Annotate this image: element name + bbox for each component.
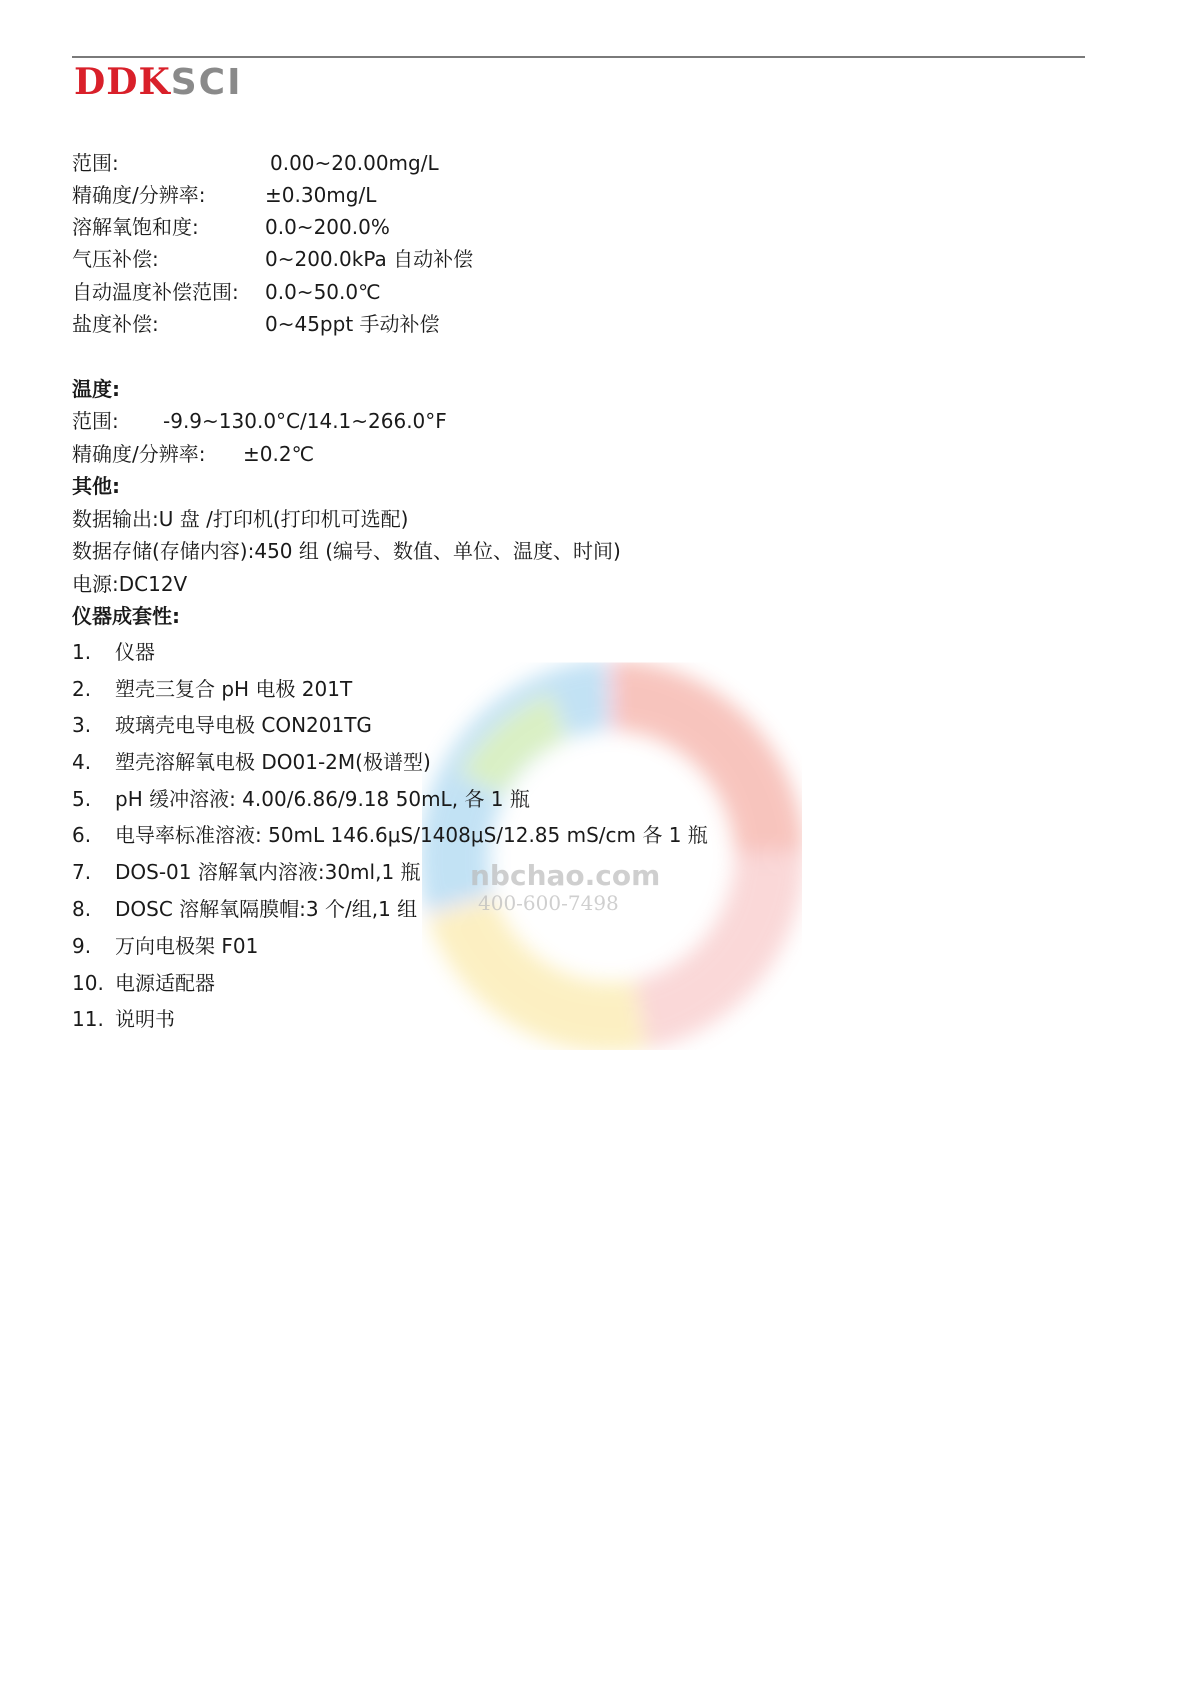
kit-item-text: 电导率标准溶液: 50mL 146.6μS/1408μS/12.85 mS/cm 各 1 瓶 [115,823,708,847]
other-heading: 其他: [72,474,120,498]
kit-item-text: DOS-01 溶解氧内溶液:30ml,1 瓶 [115,860,421,884]
do-accuracy-row [72,181,377,209]
do-pressure-label: 气压补偿: [72,247,159,271]
kit-item-text: DOSC 溶解氧隔膜帽:3 个/组,1 组 [115,897,418,921]
kit-item-number: 3. [72,713,92,737]
temp-range-row [72,407,447,435]
kit-item-number: 5. [72,787,92,811]
do-range-row [72,149,439,177]
kit-item-number: 1. [72,640,92,664]
do-accuracy-label: 精确度/分辨率: [72,183,206,207]
do-pressure-value: 0~200.0kPa 自动补偿 [265,247,474,271]
do-temp-comp-label: 自动温度补偿范围: [72,280,239,304]
kit-item-text: 玻璃壳电导电极 CON201TG [115,713,372,737]
kit-item-text: 塑壳三复合 pH 电极 201T [115,677,353,701]
do-salinity-label: 盐度补偿: [72,312,159,336]
temp-accuracy-row [72,440,315,468]
kit-item-number: 8. [72,897,92,921]
do-pressure-row [72,245,474,273]
kit-item-number: 10. [72,971,104,995]
kit-item-text: pH 缓冲溶液: 4.00/6.86/9.18 50mL, 各 1 瓶 [115,787,530,811]
kit-item-text: 仪器 [115,640,155,664]
header-rule [72,56,1085,58]
kit-heading: 仪器成套性: [72,604,180,628]
logo-sci-text: SCI [170,62,243,103]
ddksci-logo [74,60,242,104]
do-saturation-row [72,213,390,241]
kit-item-number: 7. [72,860,92,884]
do-range-label: 范围: [72,151,119,175]
other-data-output: 数据输出:U 盘 /打印机(打印机可选配) [72,507,409,531]
kit-item-text: 塑壳溶解氧电极 DO01-2M(极谱型) [115,750,431,774]
kit-item-number: 9. [72,934,92,958]
other-power: 电源:DC12V [72,572,188,596]
other-data-storage: 数据存储(存储内容):450 组 (编号、数值、单位、温度、时间) [72,539,621,563]
temp-accuracy-label: 精确度/分辨率: [72,442,206,466]
kit-item-number: 6. [72,823,92,847]
kit-item-text: 万向电极架 F01 [115,934,259,958]
kit-item-text: 说明书 [115,1007,175,1031]
watermark-phone: 400-600-7498 [478,891,619,915]
do-salinity-row [72,310,440,338]
kit-item-number: 11. [72,1007,104,1031]
do-saturation-value: 0.0~200.0% [265,215,390,239]
temp-range-value: -9.9~130.0°C/14.1~266.0°F [163,409,447,433]
kit-item-number: 2. [72,677,92,701]
temp-accuracy-value: ±0.2℃ [243,442,315,466]
kit-item-text: 电源适配器 [115,971,215,995]
temp-range-label: 范围: [72,409,119,433]
watermark-site: nbchao.com [470,859,661,892]
do-salinity-value: 0~45ppt 手动补偿 [265,312,440,336]
kit-item-number: 4. [72,750,92,774]
watermark-splash-ring [410,655,810,1085]
temperature-heading: 温度: [72,377,120,401]
do-temp-comp-row [72,278,381,306]
do-accuracy-value: ±0.30mg/L [265,183,377,207]
do-range-value: 0.00~20.00mg/L [270,151,439,175]
logo-ddk-text: DDK [74,61,171,103]
do-temp-comp-value: 0.0~50.0℃ [265,280,381,304]
do-saturation-label: 溶解氧饱和度: [72,215,199,239]
